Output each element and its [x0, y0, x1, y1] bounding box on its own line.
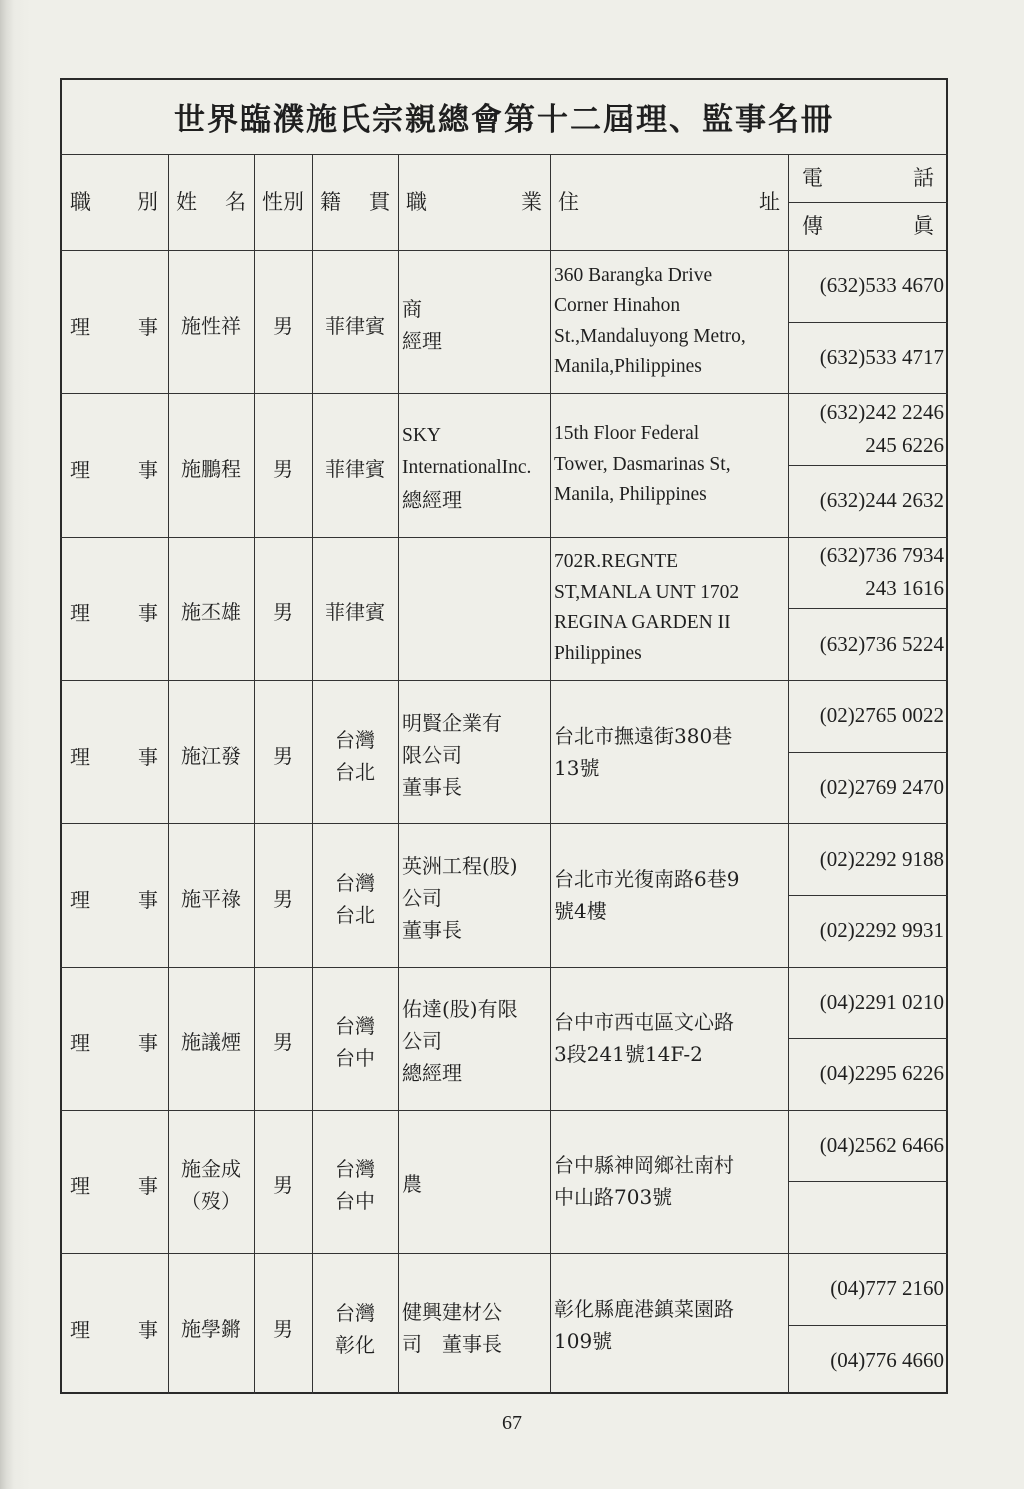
role-cell [60, 250, 168, 393]
name-text: 施學鏘 [181, 1316, 241, 1341]
gender-text: 男 [273, 1030, 293, 1055]
header-text: 話 [913, 166, 934, 190]
phone-text: (02)2292 9188 [819, 846, 944, 871]
address-text: Manila, Philippines [554, 484, 707, 506]
native-text: 台灣 [335, 1157, 375, 1182]
address-cell [550, 967, 788, 1110]
occupation-text: SKY [402, 424, 442, 446]
role-text: 理 [70, 1174, 90, 1199]
native-text: 菲律賓 [325, 600, 385, 625]
native-text: 彰化 [335, 1332, 375, 1357]
address-text: 3段241號14F-2 [554, 1042, 703, 1067]
native-text: 台北 [335, 759, 375, 784]
occupation-text: 總經理 [402, 487, 462, 512]
header-text: 性別 [262, 190, 304, 214]
name-text: 施丕雄 [181, 600, 241, 625]
occupation-text: 商 [402, 296, 422, 321]
gender-text: 男 [273, 456, 293, 481]
header-gender [254, 154, 312, 250]
phone-text: (04)2562 6466 [819, 1133, 944, 1158]
phone-text: (02)2765 0022 [819, 703, 944, 728]
name-text: 施鵬程 [181, 456, 241, 481]
native-text: 台中 [335, 1046, 375, 1071]
name-text: 施平祿 [181, 886, 241, 911]
address-text: Corner Hinahon [554, 295, 681, 317]
address-cell [550, 1110, 788, 1253]
role-text: 理 [70, 1031, 90, 1056]
occupation-cell [398, 1110, 550, 1253]
fax-cell [788, 465, 948, 537]
address-text: 360 Barangka Drive [554, 264, 713, 286]
gender-cell [254, 1110, 312, 1253]
name-cell [168, 537, 254, 680]
role-text: 理 [70, 457, 90, 482]
gender-cell [254, 1253, 312, 1396]
header-text: 眞 [913, 214, 934, 238]
phone-cell [788, 967, 948, 1039]
fax-cell [788, 1181, 948, 1253]
name-cell [168, 967, 254, 1110]
native-text: 台北 [335, 902, 375, 927]
name-text: 施金成 [181, 1157, 241, 1182]
address-text: St.,Mandaluyong Metro, [554, 325, 746, 347]
name-cell [168, 680, 254, 823]
address-text: Tower, Dasmarinas St, [554, 453, 731, 475]
name-cell [168, 823, 254, 966]
header-text: 業 [521, 190, 542, 214]
native-cell [312, 1253, 398, 1396]
gender-cell [254, 823, 312, 966]
fax-cell [788, 322, 948, 394]
header-text: 姓 [176, 190, 197, 214]
gender-cell [254, 250, 312, 393]
phone-cell [788, 1110, 948, 1182]
address-text: 15th Floor Federal [554, 423, 700, 445]
native-cell [312, 823, 398, 966]
phone-cell [788, 537, 948, 609]
gender-text: 男 [273, 743, 293, 768]
native-text: 台灣 [335, 870, 375, 895]
address-cell [550, 680, 788, 823]
occupation-cell [398, 823, 550, 966]
fax-cell [788, 895, 948, 967]
phone-text: (632)736 7934 [819, 543, 944, 568]
header-role [60, 154, 168, 250]
occupation-text: 董事長 [402, 917, 462, 942]
name-text: 施議煙 [181, 1030, 241, 1055]
name-text: （歿） [181, 1189, 241, 1214]
occupation-cell [398, 680, 550, 823]
address-cell [550, 393, 788, 536]
fax-text: (632)244 2632 [819, 488, 944, 513]
native-cell [312, 1110, 398, 1253]
header-text: 籍 [320, 190, 341, 214]
occupation-cell [398, 250, 550, 393]
fax-text: (02)2769 2470 [819, 774, 944, 799]
address-cell [550, 823, 788, 966]
address-cell [550, 1253, 788, 1396]
address-text: 13號 [554, 755, 600, 780]
occupation-cell [398, 393, 550, 536]
occupation-text: 健興建材公 [402, 1299, 502, 1324]
occupation-text: InternationalInc. [402, 456, 532, 478]
gender-text: 男 [273, 1173, 293, 1198]
fax-cell [788, 752, 948, 824]
occupation-text: 總經理 [402, 1061, 462, 1086]
address-text: 702R.REGNTE [554, 551, 679, 573]
fax-text: (04)776 4660 [830, 1348, 944, 1373]
occupation-text: 經理 [402, 328, 442, 353]
page-title: 世界臨濮施氏宗親總會第十二屆理、監事名冊 [174, 101, 834, 138]
role-cell [60, 967, 168, 1110]
role-cell [60, 393, 168, 536]
header-native [312, 154, 398, 250]
address-text: 號4樓 [554, 898, 607, 923]
address-cell [550, 250, 788, 393]
name-cell [168, 1110, 254, 1253]
native-text: 台灣 [335, 1014, 375, 1039]
role-text: 事 [138, 1317, 158, 1342]
address-text: REGINA GARDEN II [554, 612, 731, 634]
address-text: 彰化縣鹿港鎮菜園路 [554, 1296, 734, 1321]
phone-text: 243 1616 [865, 576, 944, 601]
gender-text: 男 [273, 600, 293, 625]
phone-cell [788, 1253, 948, 1325]
native-cell [312, 967, 398, 1110]
header-phone [788, 154, 948, 202]
role-text: 理 [70, 744, 90, 769]
address-text: 109號 [554, 1328, 613, 1353]
role-cell [60, 1253, 168, 1396]
native-text: 台灣 [335, 727, 375, 752]
phone-cell [788, 823, 948, 895]
gender-text: 男 [273, 886, 293, 911]
occupation-text: 英洲工程(股) [402, 853, 518, 878]
role-text: 理 [70, 601, 90, 626]
role-text: 理 [70, 314, 90, 339]
phone-text: (632)533 4670 [819, 273, 944, 298]
phone-cell [788, 393, 948, 465]
fax-text: (02)2292 9931 [819, 918, 944, 943]
header-text: 電 [802, 166, 823, 190]
header-text: 住 [558, 190, 579, 214]
role-text: 事 [138, 314, 158, 339]
role-text: 事 [138, 744, 158, 769]
role-text: 事 [138, 1174, 158, 1199]
address-cell [550, 537, 788, 680]
name-text: 施性祥 [181, 313, 241, 338]
fax-cell [788, 1038, 948, 1110]
occupation-cell [398, 1253, 550, 1396]
header-occupation [398, 154, 550, 250]
occupation-cell [398, 537, 550, 680]
role-text: 事 [138, 601, 158, 626]
gender-cell [254, 393, 312, 536]
fax-text: (632)736 5224 [819, 631, 944, 656]
native-cell [312, 680, 398, 823]
role-cell [60, 1110, 168, 1253]
role-cell [60, 537, 168, 680]
role-text: 理 [70, 887, 90, 912]
header-text: 職 [70, 190, 91, 214]
header-text: 貫 [369, 190, 390, 214]
fax-cell [788, 1325, 948, 1397]
phone-text: (04)2291 0210 [819, 989, 944, 1014]
gender-cell [254, 967, 312, 1110]
gender-cell [254, 537, 312, 680]
native-cell [312, 393, 398, 536]
address-text: 台北市撫遠街380巷 [554, 723, 733, 748]
header-address [550, 154, 788, 250]
phone-text: (04)777 2160 [830, 1276, 944, 1301]
address-text: ST,MANLA UNT 1702 [554, 581, 740, 603]
address-text: Philippines [554, 642, 642, 664]
gender-text: 男 [273, 313, 293, 338]
occupation-text: 董事長 [402, 774, 462, 799]
occupation-text: 明賢企業有 [402, 710, 502, 735]
address-text: 台北市光復南路6巷9 [554, 866, 740, 891]
occupation-text: 佑達(股)有限 [402, 997, 518, 1022]
header-name [168, 154, 254, 250]
address-text: 台中市西屯區文心路 [554, 1010, 734, 1035]
native-text: 菲律賓 [325, 313, 385, 338]
name-cell [168, 250, 254, 393]
native-text: 菲律賓 [325, 456, 385, 481]
role-text: 事 [138, 457, 158, 482]
fax-text: (632)533 4717 [819, 344, 944, 369]
address-text: 中山路703號 [554, 1185, 673, 1210]
role-text: 事 [138, 1031, 158, 1056]
occupation-text: 限公司 [402, 742, 462, 767]
name-cell [168, 1253, 254, 1396]
occupation-text: 司 董事長 [402, 1331, 502, 1356]
native-text: 台中 [335, 1189, 375, 1214]
occupation-cell [398, 967, 550, 1110]
native-text: 台灣 [335, 1300, 375, 1325]
header-fax [788, 202, 948, 250]
phone-text: (632)242 2246 [819, 400, 944, 425]
role-cell [60, 680, 168, 823]
native-cell [312, 537, 398, 680]
header-text: 名 [225, 190, 246, 214]
phone-cell [788, 680, 948, 752]
occupation-text: 公司 [402, 1029, 442, 1054]
name-text: 施江發 [181, 743, 241, 768]
header-text: 別 [137, 190, 158, 214]
header-text: 傳 [802, 214, 823, 238]
address-text: 台中縣神岡鄉社南村 [554, 1153, 734, 1178]
header-text: 址 [759, 190, 780, 214]
role-cell [60, 823, 168, 966]
native-cell [312, 250, 398, 393]
phone-text: 245 6226 [865, 433, 944, 458]
header-text: 職 [406, 190, 427, 214]
occupation-text: 農 [402, 1172, 422, 1197]
role-text: 事 [138, 887, 158, 912]
address-text: Manila,Philippines [554, 356, 702, 378]
fax-text: (04)2295 6226 [819, 1061, 944, 1086]
role-text: 理 [70, 1317, 90, 1342]
fax-cell [788, 608, 948, 680]
phone-cell [788, 250, 948, 322]
gender-cell [254, 680, 312, 823]
page-number: 67 [502, 1412, 522, 1434]
occupation-text: 公司 [402, 885, 442, 910]
gender-text: 男 [273, 1316, 293, 1341]
name-cell [168, 393, 254, 536]
